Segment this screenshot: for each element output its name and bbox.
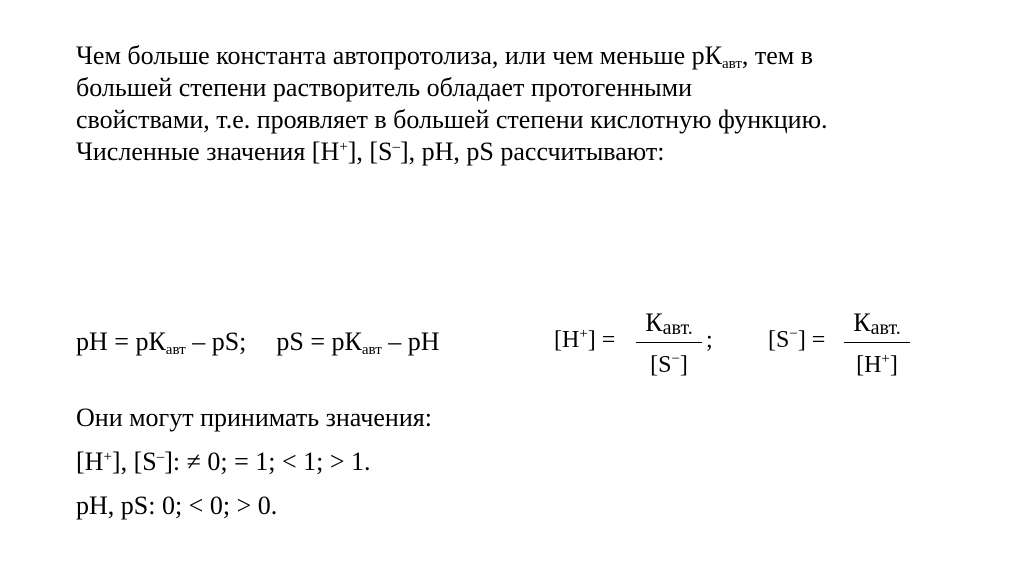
- separator: ;: [706, 327, 713, 353]
- intro-paragraph: [76, 40, 976, 168]
- superscript: –: [392, 139, 400, 155]
- s-concentration-formula: [768, 304, 918, 384]
- text-segment: , тем в: [741, 41, 814, 70]
- paragraph-line-1: [76, 40, 976, 72]
- numerator: [844, 304, 910, 342]
- superscript: −: [671, 351, 680, 367]
- text-segment: ], [S: [347, 137, 393, 166]
- text-segment: ], рН, рS рассчитывают:: [399, 137, 665, 166]
- superscript: +: [103, 449, 112, 465]
- paragraph-line-4: [76, 136, 976, 168]
- denominator: [844, 343, 910, 381]
- subscript: авт: [361, 342, 382, 358]
- text-segment: [S: [768, 327, 790, 353]
- ph-ps-formulas: [76, 326, 440, 358]
- subscript: авт: [165, 342, 186, 358]
- denominator: [636, 343, 702, 381]
- superscript: +: [579, 326, 588, 342]
- ph-equation: [76, 327, 246, 356]
- values-title: Они могут принимать значения:: [76, 403, 432, 432]
- superscript: –: [156, 449, 165, 465]
- values-row-ph-ps: рН, рS: 0; < 0; > 0.: [76, 491, 278, 520]
- subscript: авт: [721, 56, 742, 72]
- text-segment: Чем больше константа автопротолиза, или чем меньше рК: [76, 41, 722, 70]
- text-segment: Численные значения [Н: [76, 137, 340, 166]
- text-segment: [H: [554, 327, 580, 353]
- subscript: авт.: [662, 317, 693, 339]
- formula-lhs: [768, 327, 825, 354]
- formula-lhs: [554, 327, 615, 354]
- ps-equation: [276, 327, 439, 356]
- text-segment: ], [S: [111, 447, 157, 476]
- superscript: −: [789, 326, 798, 342]
- values-row-concentrations: [76, 440, 432, 484]
- text-segment: ]: [889, 352, 898, 378]
- subscript: авт.: [870, 317, 901, 339]
- text-segment: [Н: [76, 447, 104, 476]
- numerator: [636, 304, 702, 342]
- paragraph-line-3: свойствами, т.е. проявляет в большей степени кислотную функцию.: [76, 105, 828, 134]
- text-segment: ] =: [587, 327, 616, 353]
- text-segment: рН = рК: [76, 327, 166, 356]
- text-segment: – рS;: [185, 327, 247, 356]
- superscript: +: [881, 351, 890, 367]
- h-concentration-formula: [554, 304, 724, 384]
- text-segment: рS = рК: [276, 327, 362, 356]
- values-section: [76, 396, 432, 528]
- text-segment: К: [853, 308, 871, 337]
- fraction: [844, 304, 910, 381]
- text-segment: К: [645, 308, 663, 337]
- text-segment: ]: [679, 352, 688, 378]
- text-segment: ] =: [797, 327, 826, 353]
- paragraph-line-2: большей степени растворитель обладает протогенными: [76, 73, 692, 102]
- text-segment: ]: ≠ 0; = 1; < 1; > 1.: [164, 447, 371, 476]
- text-segment: [S: [650, 352, 672, 378]
- text-segment: – рН: [381, 327, 440, 356]
- fraction: [636, 304, 702, 381]
- superscript: +: [339, 139, 348, 155]
- text-segment: [H: [856, 352, 882, 378]
